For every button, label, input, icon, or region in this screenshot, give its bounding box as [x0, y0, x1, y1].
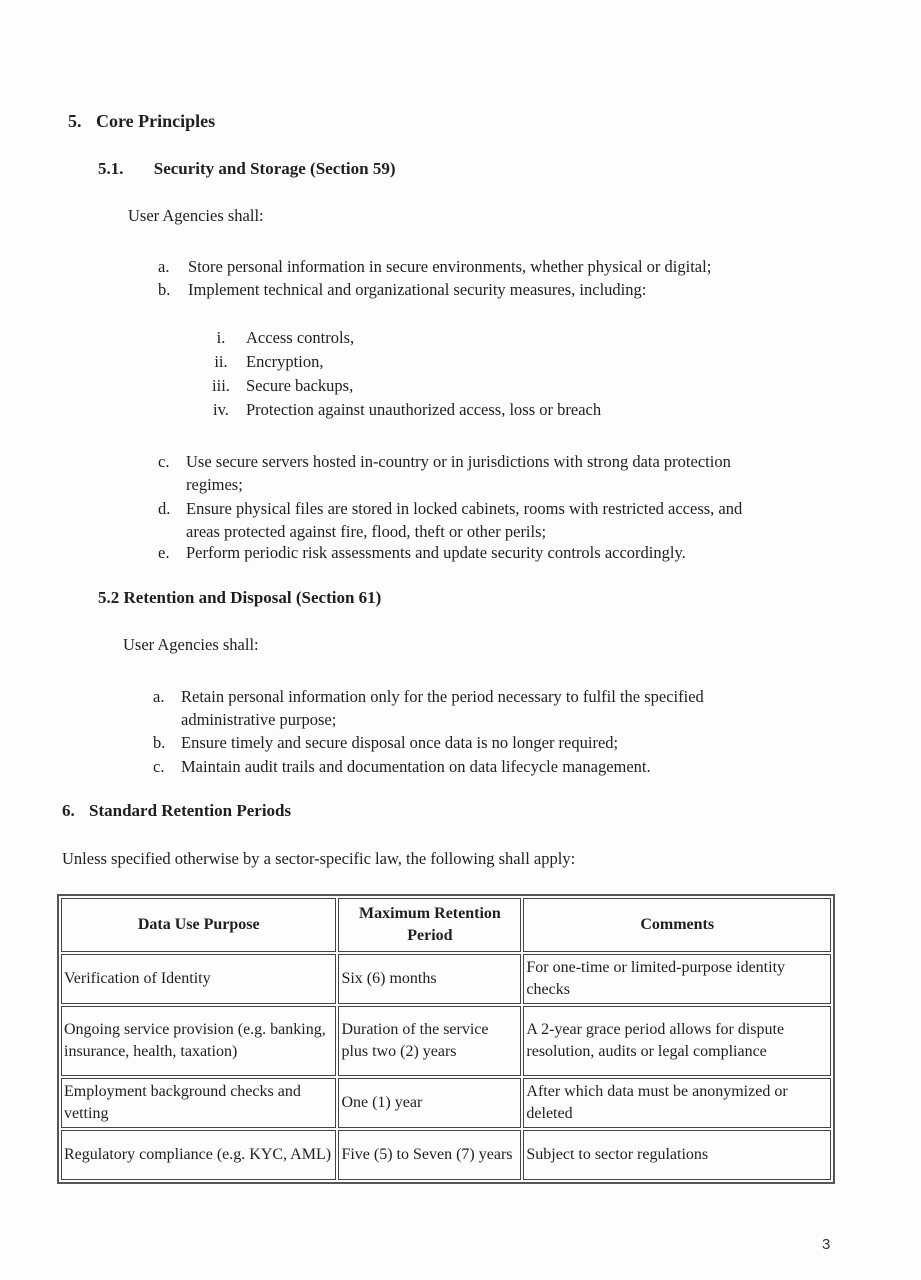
list-item: a. Store personal information in secure environments, whether physical or digital; — [158, 257, 712, 276]
intro-text: User Agencies shall: — [128, 206, 264, 225]
column-header: Data Use Purpose — [61, 898, 336, 952]
sub-list — [196, 326, 601, 422]
sub-list-item: iv. Protection against unauthorized access, loss or breach — [213, 400, 602, 419]
section-6-heading: 6. Standard Retention Periods — [62, 801, 292, 820]
subsection-5-1-heading — [98, 159, 396, 179]
table-row — [61, 954, 831, 1004]
table-row — [61, 1130, 831, 1180]
page-number: 3 — [822, 1236, 831, 1253]
section-5-heading — [68, 111, 215, 132]
list-item: c. Use secure servers hosted in-country or in jurisdictions with strong data protection regimes; — [158, 452, 731, 494]
sub-list-item: iii. Secure backups, — [212, 376, 354, 395]
column-header: Comments — [523, 898, 831, 952]
section-title: Core Principles — [96, 111, 216, 131]
table-cell: Duration of the service plus two (2) years — [338, 1006, 521, 1076]
table-cell: After which data must be anonymized or deleted — [523, 1078, 831, 1128]
table-cell: Six (6) months — [338, 954, 521, 1004]
table-cell: Subject to sector regulations — [523, 1130, 831, 1180]
list-item: e. Perform periodic risk assessments and update security controls accordingly. — [158, 543, 686, 562]
table-cell: For one-time or limited-purpose identity checks — [523, 954, 831, 1004]
list-item: a. Retain personal information only for the period necessary to fulfil the specified administrative purpose; — [153, 687, 704, 729]
table-cell: Ongoing service provision (e.g. banking, insurance, health, taxation) — [61, 1006, 336, 1076]
table-row — [61, 1078, 831, 1128]
sub-list-item: ii. Encryption, — [214, 352, 324, 371]
table-cell: Employment background checks and vetting — [61, 1078, 336, 1128]
table-header-row — [61, 898, 831, 952]
table-cell: A 2-year grace period allows for dispute resolution, audits or legal compliance — [523, 1006, 831, 1076]
list-item: c. Maintain audit trails and documentation on data lifecycle management. — [153, 757, 651, 776]
section-number: 5. — [68, 111, 82, 131]
list-item: d. Ensure physical files are stored in locked cabinets, rooms with restricted access, and areas protected against fire, flood, theft or other perils; — [158, 499, 743, 541]
intro-text: User Agencies shall: — [123, 635, 259, 654]
sub-list-item: i. Access controls, — [216, 328, 355, 347]
table-row — [61, 1006, 831, 1076]
section-intro: Unless specified otherwise by a sector-specific law, the following shall apply: — [62, 849, 576, 868]
subsection-number: 5.1. — [98, 159, 124, 178]
table-cell: Regulatory compliance (e.g. KYC, AML) — [61, 1130, 336, 1180]
list-item: b. Ensure timely and secure disposal once data is no longer required; — [153, 733, 619, 752]
column-header: Maximum Retention Period — [338, 898, 521, 952]
list-item: b. Implement technical and organizational security measures, including: — [158, 280, 647, 299]
retention-table — [57, 894, 835, 1184]
table-cell: Verification of Identity — [61, 954, 336, 1004]
subsection-title: Security and Storage (Section 59) — [153, 159, 396, 178]
subsection-5-2-heading: 5.2 Retention and Disposal (Section 61) — [98, 588, 382, 607]
table-cell: One (1) year — [338, 1078, 521, 1128]
table-cell: Five (5) to Seven (7) years — [338, 1130, 521, 1180]
